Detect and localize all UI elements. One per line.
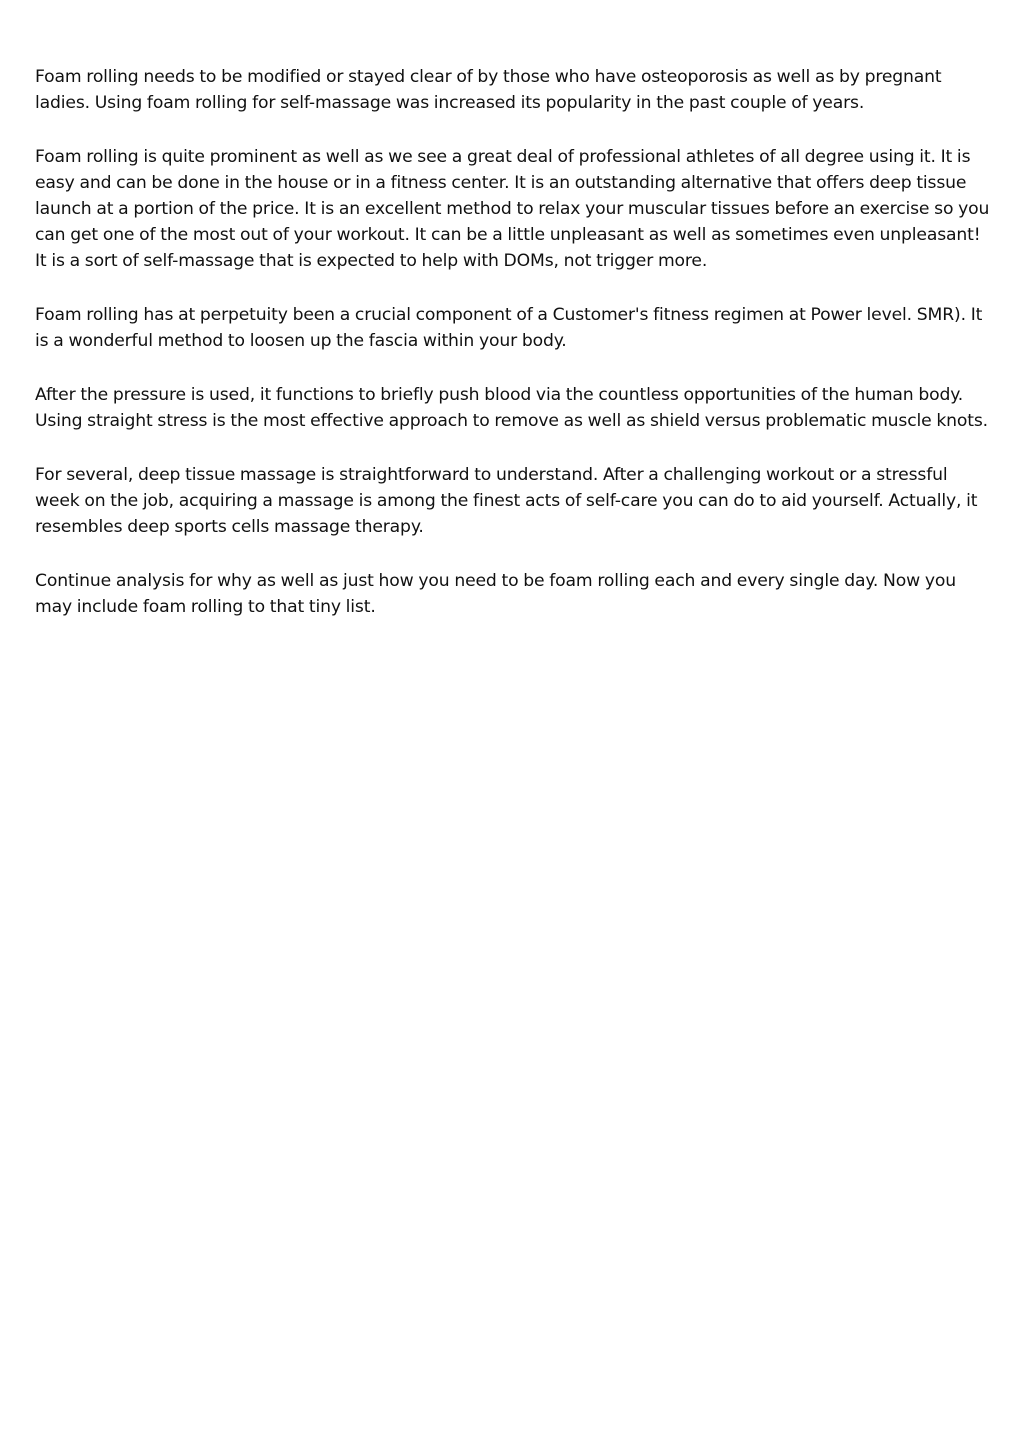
paragraph: After the pressure is used, it functions to briefly push blood via the countless opportunities of the human body. Using straight stress is the most effective approach to remove as well as shield versus problematic muscle knots.	[35, 385, 988, 431]
paragraph: Continue analysis for why as well as just how you need to be foam rolling each and every single day. Now you may include foam rolling to that tiny list.	[35, 571, 956, 617]
document-body	[35, 64, 995, 648]
paragraph: Foam rolling has at perpetuity been a crucial component of a Customer's fitness regimen at Power level. SMR). It is a wonderful method to loosen up the fascia within your body.	[35, 305, 983, 351]
paragraph: Foam rolling is quite prominent as well as we see a great deal of professional athletes of all degree using it. It is easy and can be done in the house or in a fitness center. It is an outstanding alternative that offers deep tissue launch at a portion of the price. It is an excellent method to relax your muscular tissues before an exercise so you can get one of the most out of your workout. It can be a little unpleasant as well as sometimes even unpleasant! It is a sort of self-massage that is expected to help with DOMs, not trigger more.	[35, 147, 990, 271]
paragraph: For several, deep tissue massage is straightforward to understand. After a challenging workout or a stressful week on the job, acquiring a massage is among the finest acts of self-care you can do to aid yourself. Actually, it resembles deep sports cells massage therapy.	[35, 465, 978, 537]
paragraph: Foam rolling needs to be modified or stayed clear of by those who have osteoporosis as well as by pregnant ladies. Using foam rolling for self-massage was increased its popularity in the past couple of years.	[35, 67, 942, 113]
